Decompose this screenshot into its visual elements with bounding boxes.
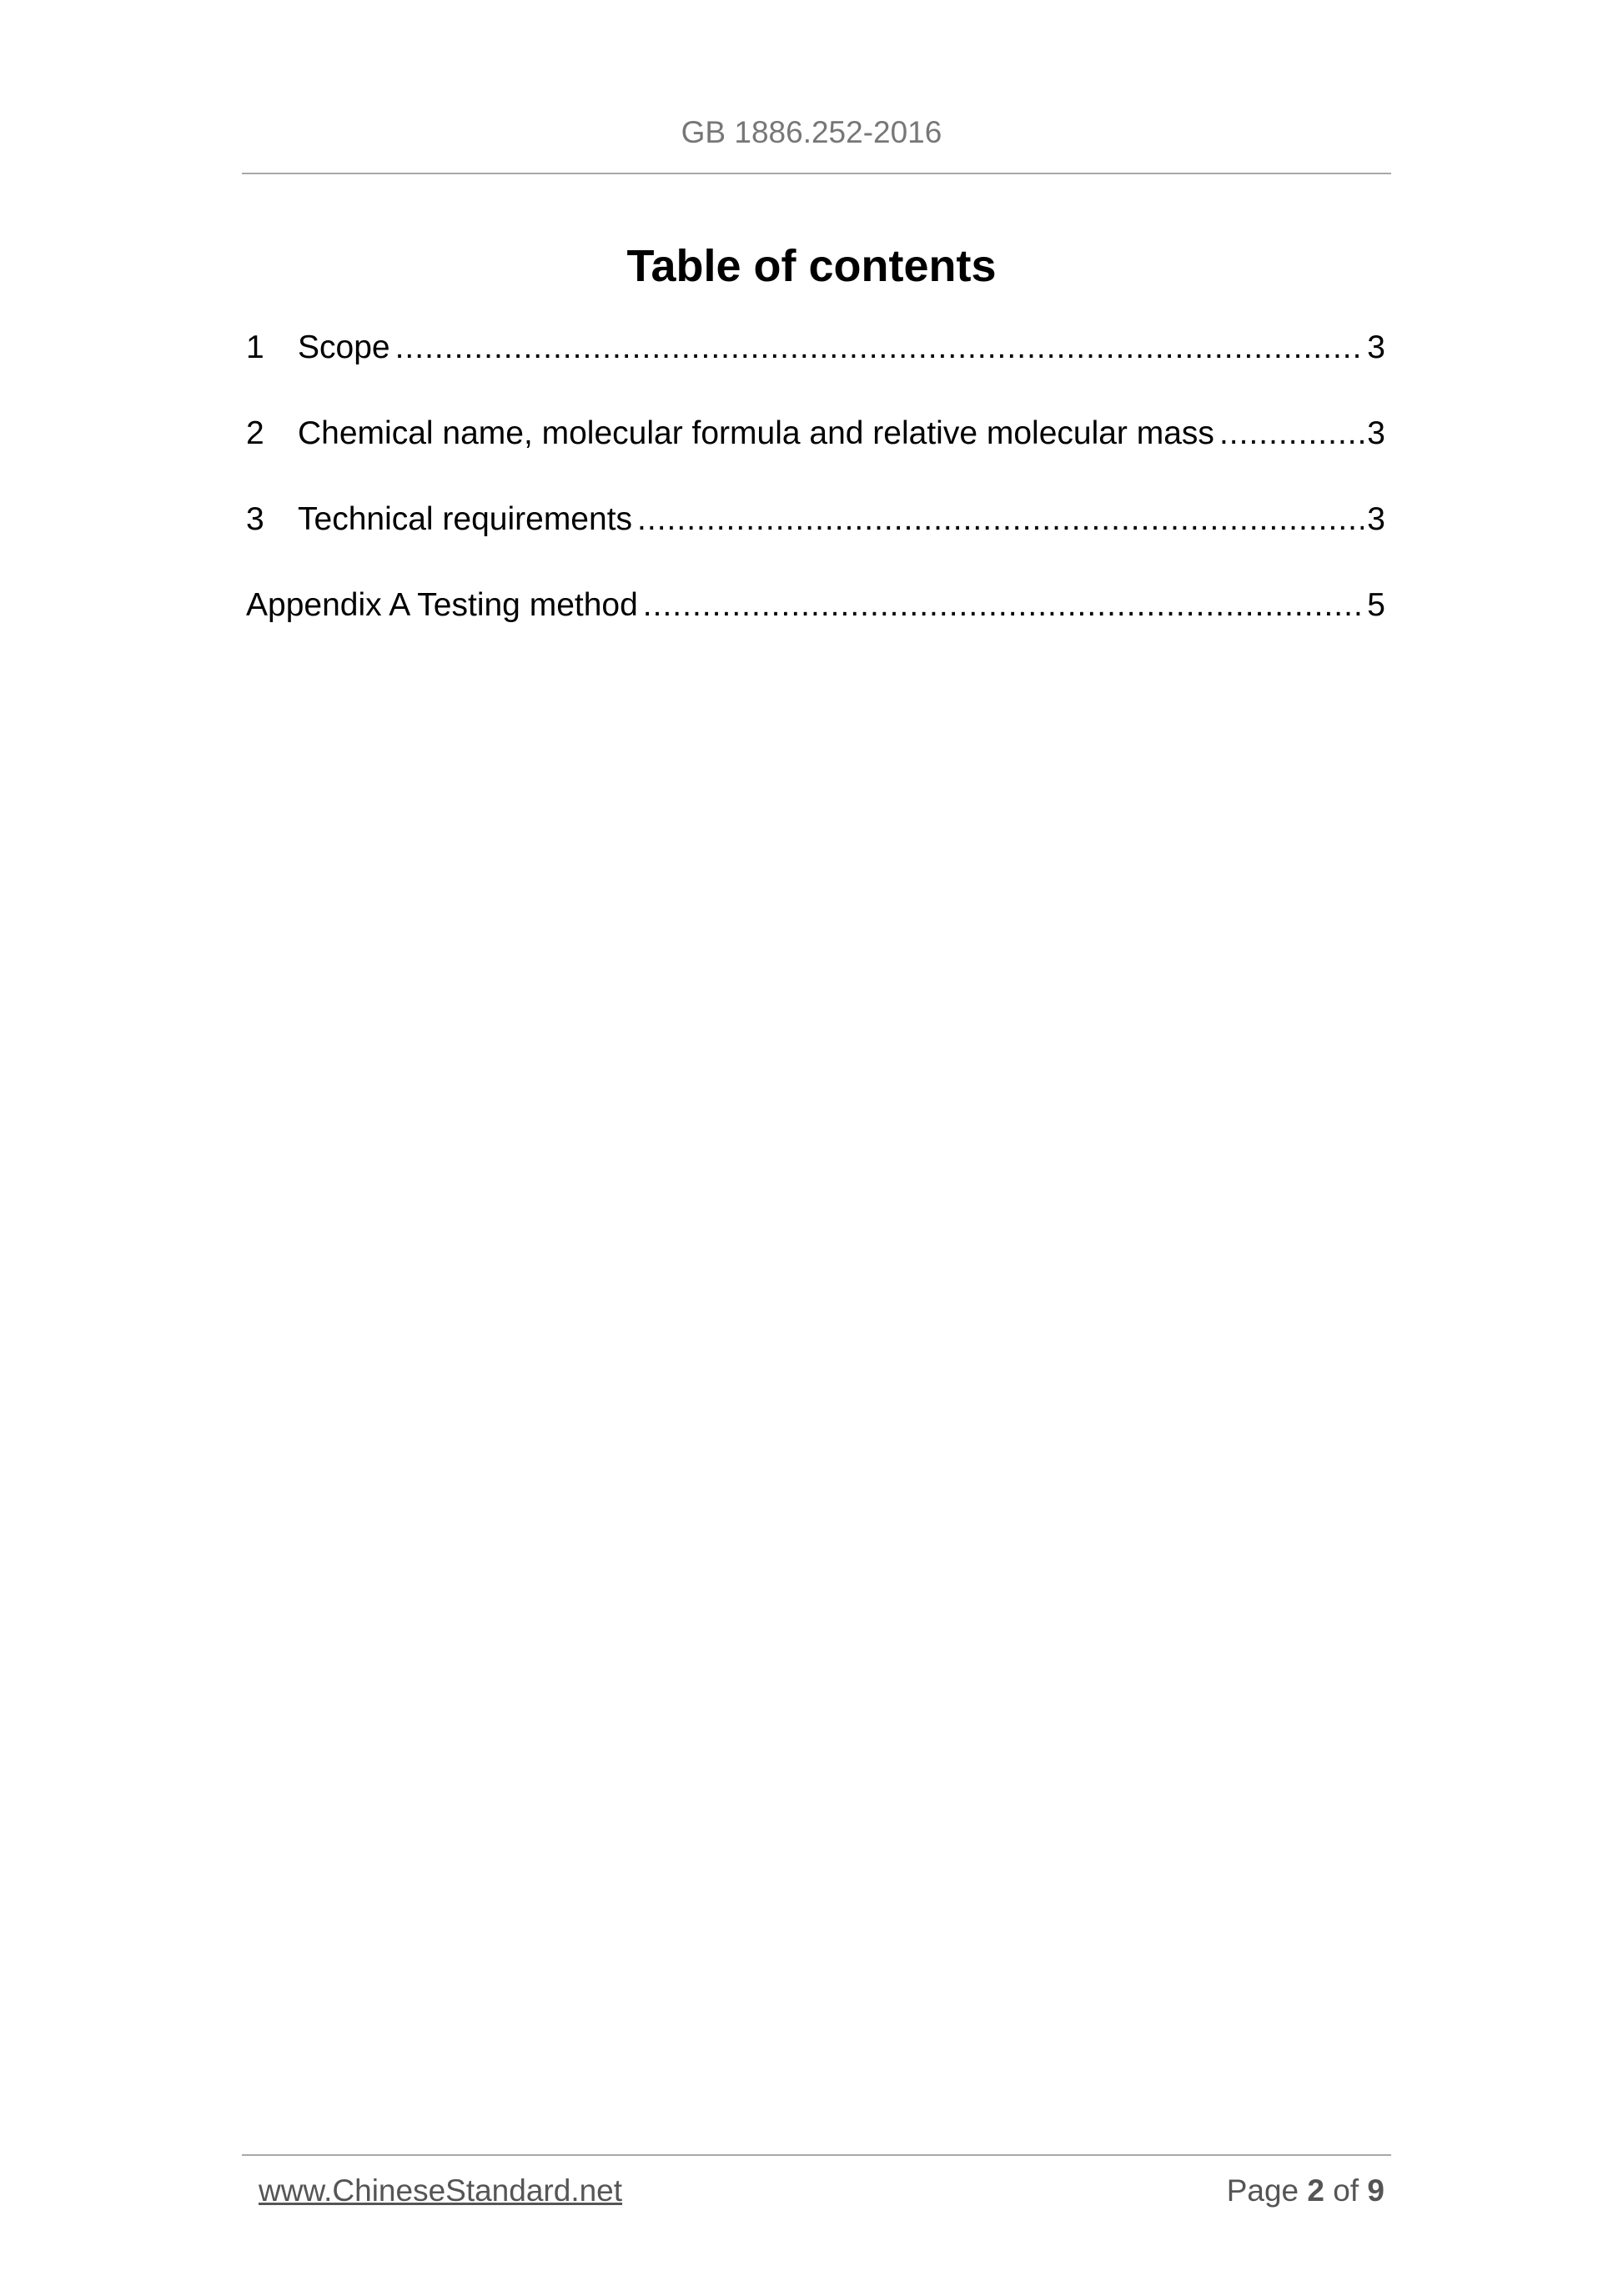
toc-entry-page: 3 [1367,415,1385,451]
toc-entry-number: 3 [246,501,264,537]
table-of-contents [246,329,1385,673]
page-indicator [1227,2173,1384,2208]
header-divider [242,173,1391,174]
toc-entry-scope[interactable] [246,329,1385,415]
toc-entry-page: 3 [1367,501,1385,537]
toc-entry-label[interactable]: Scope [298,329,390,365]
document-code-header: GB 1886.252-2016 [681,115,942,149]
toc-entry-appendix-a[interactable] [246,587,1385,673]
toc-entry-page: 3 [1367,329,1385,365]
toc-entry-label[interactable]: Appendix A Testing method [246,587,638,623]
toc-leader-dots [1219,415,1364,452]
current-page-number: 2 [1307,2173,1324,2208]
toc-leader-dots [643,587,1364,624]
toc-entry-label[interactable]: Chemical name, molecular formula and relative molecular mass [298,415,1214,451]
toc-entry-label[interactable]: Technical requirements [298,501,633,537]
toc-entry-technical-requirements[interactable] [246,501,1385,587]
toc-leader-dots [637,501,1364,538]
toc-entry-number: 1 [246,329,264,365]
total-page-count: 9 [1367,2173,1384,2208]
toc-leader-dots [395,329,1364,366]
page-of-label: of [1333,2173,1359,2208]
page-prefix: Page [1226,2173,1299,2208]
toc-entry-chemical-name[interactable] [246,415,1385,501]
footer-divider [242,2154,1391,2156]
toc-entry-page: 5 [1367,587,1385,623]
site-link[interactable]: www.ChineseStandard.net [259,2173,623,2208]
toc-title: Table of contents [626,241,997,291]
toc-entry-number: 2 [246,415,264,451]
